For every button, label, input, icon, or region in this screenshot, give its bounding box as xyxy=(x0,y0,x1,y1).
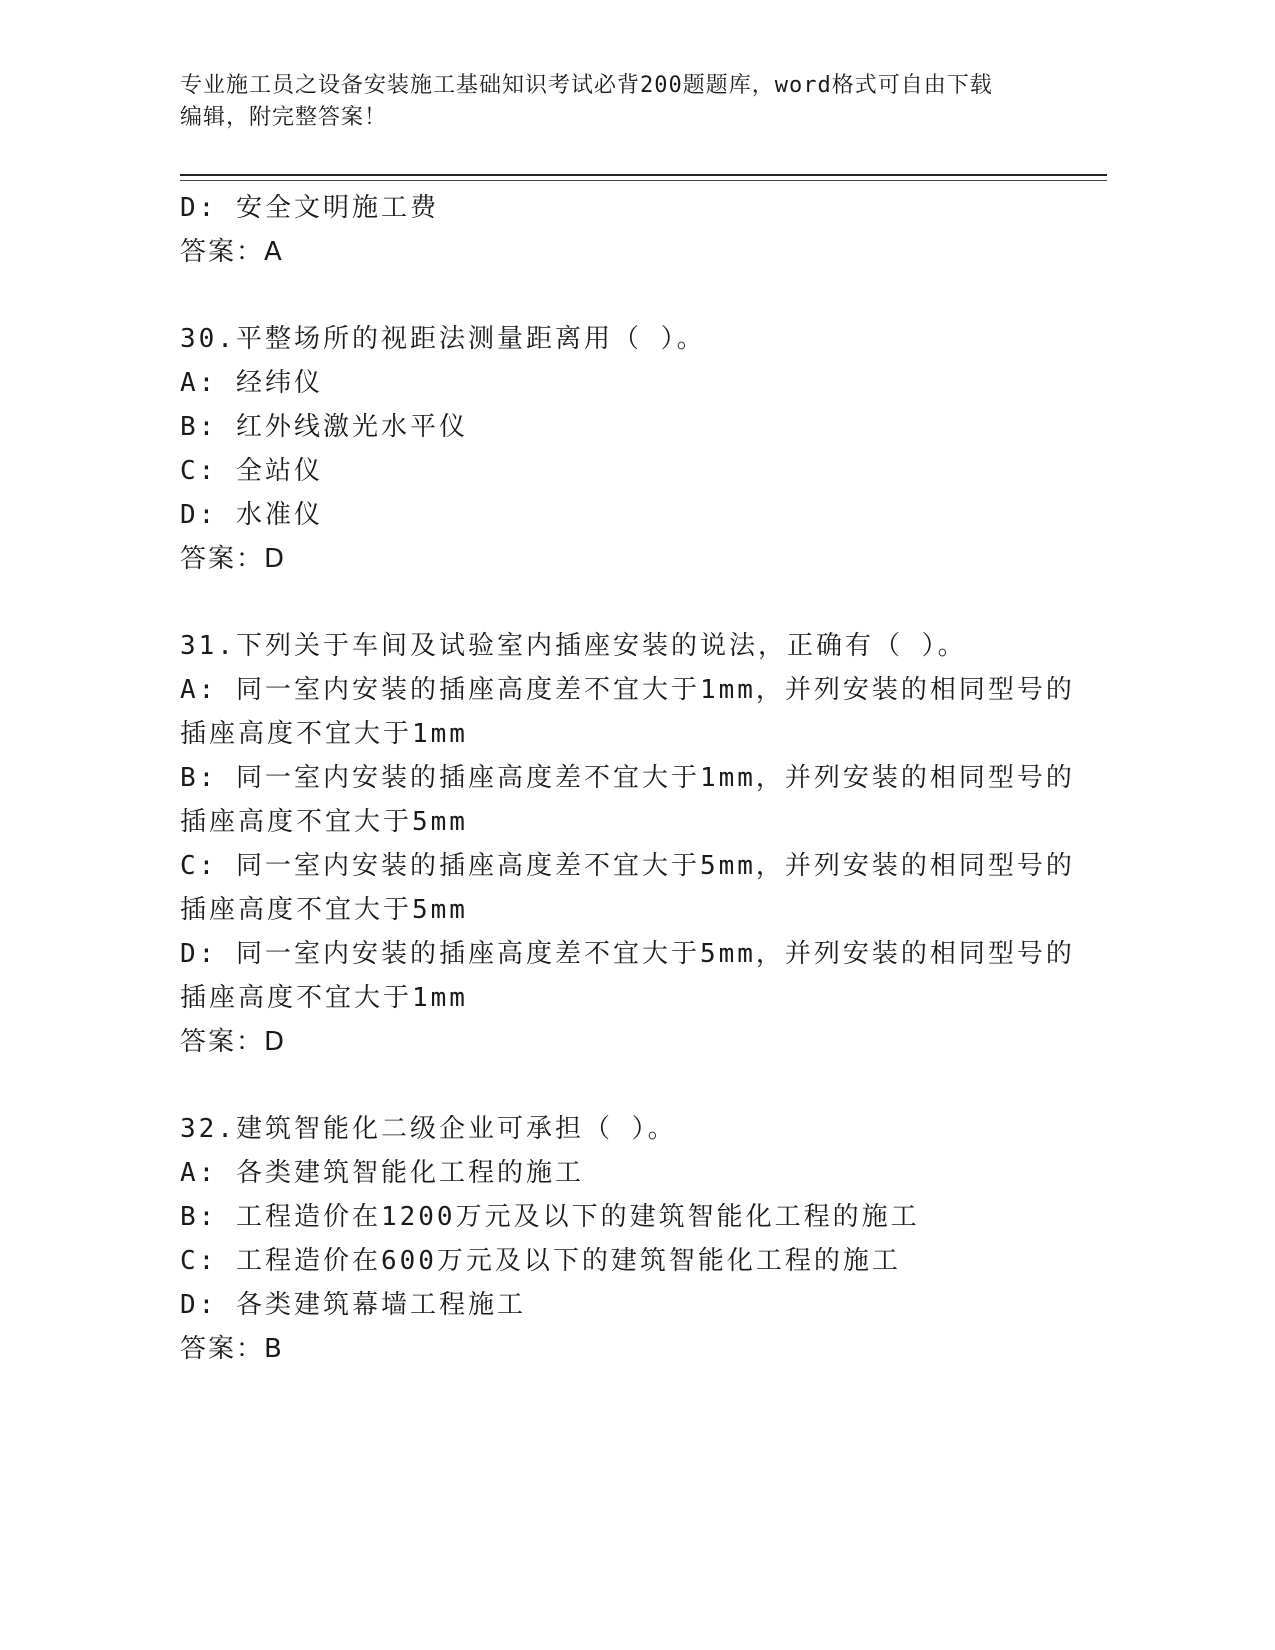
option-b: B: 工程造价在1200万元及以下的建筑智能化工程的施工 xyxy=(180,1202,920,1232)
option-a xyxy=(180,668,1075,756)
option-d xyxy=(180,932,1075,1020)
question-stem: 32.建筑智能化二级企业可承担（ ）。 xyxy=(180,1114,677,1144)
option-d: D: 各类建筑幕墙工程施工 xyxy=(180,1290,526,1320)
question-31 xyxy=(180,624,1075,1064)
answer-line: 答案：D xyxy=(180,1027,287,1057)
option-c xyxy=(180,844,1075,932)
option-text-line-1: D: 同一室内安装的插座高度差不宜大于5mm，并列安装的相同型号的 xyxy=(180,939,1075,969)
answer-line: 答案：A xyxy=(180,237,284,267)
option-d: D: 安全文明施工费 xyxy=(180,193,439,223)
answer-line: 答案：B xyxy=(180,1334,284,1364)
answer-line: 答案：D xyxy=(180,544,287,574)
question-32 xyxy=(180,1107,1060,1371)
spacer xyxy=(180,1064,1060,1107)
option-b: B: 红外线激光水平仪 xyxy=(180,412,468,442)
spacer xyxy=(180,581,1060,624)
option-text-line-1: B: 同一室内安装的插座高度差不宜大于1mm，并列安装的相同型号的 xyxy=(180,763,1075,793)
option-b xyxy=(180,756,1075,844)
question-stem: 30.平整场所的视距法测量距离用（ ）。 xyxy=(180,324,706,354)
option-c: C: 全站仪 xyxy=(180,456,323,486)
document-header xyxy=(180,70,1060,134)
question-30 xyxy=(180,317,1060,581)
header-title-line-2: 编辑，附完整答案！ xyxy=(180,105,388,130)
previous-question-tail xyxy=(180,186,1060,274)
option-c: C: 工程造价在600万元及以下的建筑智能化工程的施工 xyxy=(180,1246,901,1276)
question-list xyxy=(180,186,1075,1371)
spacer xyxy=(180,274,1060,317)
header-divider-thin xyxy=(180,180,1107,181)
option-d: D: 水准仪 xyxy=(180,500,323,530)
header-divider-thick xyxy=(180,174,1107,176)
option-a: A: 各类建筑智能化工程的施工 xyxy=(180,1158,584,1188)
option-a: A: 经纬仪 xyxy=(180,368,323,398)
option-text-line-2: 插座高度不宜大于1mm xyxy=(180,983,468,1013)
option-text-line-2: 插座高度不宜大于5mm xyxy=(180,895,468,925)
option-text-line-2: 插座高度不宜大于5mm xyxy=(180,807,468,837)
option-text-line-1: A: 同一室内安装的插座高度差不宜大于1mm，并列安装的相同型号的 xyxy=(180,675,1075,705)
option-text-line-2: 插座高度不宜大于1mm xyxy=(180,719,468,749)
header-title-line-1: 专业施工员之设备安装施工基础知识考试必背200题题库，word格式可自由下载 xyxy=(180,73,993,98)
option-text-line-1: C: 同一室内安装的插座高度差不宜大于5mm，并列安装的相同型号的 xyxy=(180,851,1075,881)
question-stem: 31.下列关于车间及试验室内插座安装的说法，正确有（ ）。 xyxy=(180,631,967,661)
